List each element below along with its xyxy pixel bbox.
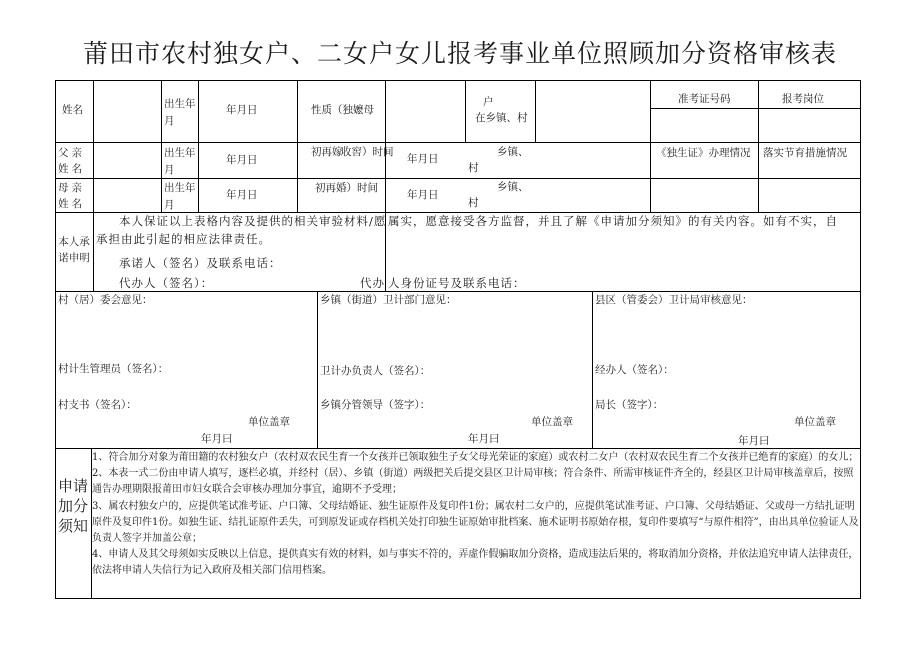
label-measure-status: 落实节育措施情况: [763, 147, 847, 159]
form-title: 莆田市农村独女户、二女户女儿报考事业单位照顾加分资格审核表: [82, 39, 837, 68]
notice-list: [92, 450, 862, 580]
county-seal: 单位盖章: [794, 416, 836, 428]
notice-side-label: 申请加分须知: [58, 477, 89, 535]
label-birth: 出生年月: [164, 98, 196, 127]
pledge-line1a: 本人保证以上表格内容及提供的相关审验材料/愿: [119, 214, 387, 228]
label-father-ymd: 年月日: [226, 154, 258, 166]
label-father-time: 收窖）时间: [341, 146, 394, 158]
notice-item: 2、本表一式二份由申请人填写，逐栏必填，并经村（居）、乡镇（街道）两级把关后提交县区卫计局审核；符合条件、所需审核证件齐全的，经县区卫计局审核盖章后，按照通告办理期限报莆田市妇女联合会审核办理加分事宜，逾期不予受理；: [92, 468, 854, 496]
col-line: [650, 80, 651, 213]
col-line: [198, 80, 199, 213]
town-date: 年月曰: [468, 433, 500, 445]
label-mother-name: 母亲姓名: [58, 182, 85, 210]
label-father-marry: 初再嫁: [311, 146, 343, 158]
label-father-village: 村: [468, 162, 479, 174]
village-seal: 单位盖章: [248, 416, 290, 428]
pledge-agent: 代办人（签名）：: [119, 276, 214, 290]
notice-item: 3、属农村独女户的，应提供笔试准考证、户口簿、父母结婚证、独生证原件及复印件1份；属农村二女户的，应提供笔试准考证、户口簿、父母结婚证、父或母一方结扎证明原件及复印件1份。如独生证、结扎证原件丢失，可到原发证或存档机关处打印独生证原始审批档案、施术证明书原始存根，复印件要填写“与原件相符”，由出具单位验证人及负责人签字并加盖公章；: [92, 500, 859, 545]
county-handler-sign: 经办人（签名）：: [595, 364, 674, 376]
label-ymd: 年月日: [226, 104, 258, 116]
label-location: 在乡镇、村: [475, 112, 528, 124]
col-line: [317, 291, 318, 449]
pledge-agent-cont: 代办: [360, 276, 385, 290]
pledge-agent-id: 人身份证号及联系电话：: [388, 276, 526, 290]
label-mother-ymd: 年月日: [226, 189, 258, 201]
row-line: [55, 291, 861, 292]
county-opinion-title: 县区（管委会）卫计局审核意见：: [595, 294, 753, 306]
row-line: [650, 108, 861, 109]
town-leader-sign: 乡镇分管领导（签字）：: [320, 399, 431, 411]
town-opinion-title: 乡镇（街道）卫计部门意见：: [320, 294, 457, 306]
col-line: [161, 80, 162, 213]
village-date: 年月曰: [201, 433, 233, 445]
village-staff-sign: 村计生管理员（签名）：: [58, 363, 169, 375]
col-line: [592, 291, 593, 449]
label-ticket-number: 准考证号码: [678, 93, 731, 105]
label-cert-status: 《独生证》办理情况: [656, 147, 751, 159]
pledge-line2: 承担由此引起的相应法律责任。: [96, 232, 271, 246]
label-mother-ymd2: 年月日: [407, 189, 439, 201]
label-mother-birth: 出生年月: [164, 182, 196, 211]
label-post: 报考岗位: [782, 93, 824, 105]
town-staff-sign: 卫计办负责人（签名）：: [320, 365, 431, 377]
label-father-ymd2: 年月日: [407, 153, 439, 165]
notice-item: 4、申请人及其父母须如实反映以上信息，提供真实有效的材料，如与事实不符的，弄虚作假骗取加分资格，造成违法后果的，将取消加分资格，并依法追究申请人法律责任，依法将申请人失信行为记入政府及相关部门信用档案。: [92, 549, 859, 577]
label-hu: 户: [483, 96, 494, 108]
col-line: [535, 80, 536, 143]
table-border-bottom: [55, 598, 861, 599]
label-mother-time: 初再婚）时间: [315, 182, 378, 194]
label-name: 姓名: [62, 104, 83, 116]
label-mother-town: 乡镇、: [497, 181, 529, 193]
label-father-town: 乡镇、: [497, 146, 529, 158]
col-line: [758, 80, 759, 213]
col-line: [93, 212, 94, 292]
village-secretary-sign: 村支书（签名）：: [58, 399, 137, 411]
table-border-left: [55, 80, 56, 599]
label-father-birth: 出生年月: [164, 147, 196, 176]
town-seal: 单位盖章: [531, 416, 573, 428]
county-director-sign: 局长（签字）：: [595, 399, 664, 411]
col-line: [297, 80, 298, 213]
pledge-side-label: 本人承诺申明: [58, 236, 90, 264]
label-mother-village: 村: [468, 197, 479, 209]
pledge-line1b: 属实，愿意接受各方监督，并且了解《申请加分须知》的有关内容。如有不实，自: [388, 214, 838, 228]
village-opinion-title: 村（居）委会意见：: [58, 294, 153, 306]
table-border-top: [55, 80, 861, 81]
county-date: 年月曰: [738, 435, 770, 447]
label-nature: 性质（独嬷母: [311, 104, 374, 116]
notice-item: 1、符合加分对象为莆田籍的农村独女户（农村双农民生育一个女孩并已领取独生子女父母光荣证的家庭）或农村二女户（农村双农民生育二个女孩并已绝育的家庭）的女儿；: [92, 452, 859, 463]
pledge-signer: 承诺人（签名）及联系电话：: [119, 256, 282, 270]
row-line: [55, 142, 861, 143]
col-line: [465, 80, 466, 143]
label-father-name: 父亲姓名: [58, 147, 85, 175]
